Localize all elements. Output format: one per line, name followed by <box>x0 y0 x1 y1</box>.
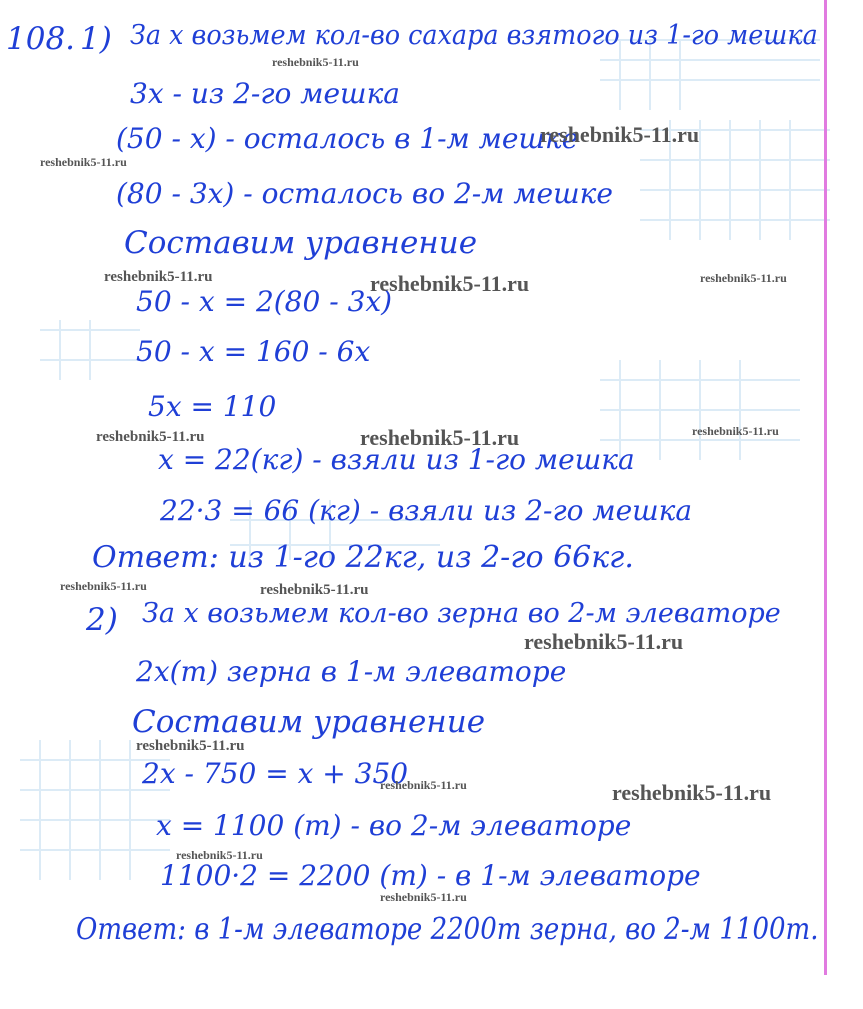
part2-answer: Ответ: в 1-м элеваторе 2200т зерна, во 2-м 1100т. <box>76 912 819 947</box>
part1-line-1: За x возьмем кол-во сахара взятого из 1-го мешка <box>130 20 818 51</box>
watermark: reshebnik5-11.ru <box>272 55 359 69</box>
part1-line-8: 5x = 110 <box>148 390 277 423</box>
watermark: reshebnik5-11.ru <box>360 425 520 450</box>
part2-line-1: За x возьмем кол-во зерна во 2-м элеваторе <box>142 598 781 629</box>
part1-line-2: 3x - из 2-го мешка <box>130 77 400 110</box>
part2-line-2: 2x(т) зерна в 1-м элеваторе <box>136 655 567 688</box>
part2-line-4: 2x - 750 = x + 350 <box>142 757 409 790</box>
problem-number: 108. <box>6 21 76 57</box>
part1-line-5: Составим уравнение <box>124 225 478 261</box>
watermark: reshebnik5-11.ru <box>692 424 779 438</box>
watermark: reshebnik5-11.ru <box>700 271 787 285</box>
part1-answer: Ответ: из 1-го 22кг, из 2-го 66кг. <box>92 540 634 575</box>
part1-line-3: (50 - x) - осталось в 1-м мешке <box>116 122 579 155</box>
page-margin-line <box>824 0 827 975</box>
part2-line-3: Составим уравнение <box>132 704 486 740</box>
watermark: reshebnik5-11.ru <box>136 738 245 754</box>
watermark: reshebnik5-11.ru <box>380 778 467 792</box>
watermark: reshebnik5-11.ru <box>370 271 530 296</box>
part1-line-7: 50 - x = 160 - 6x <box>136 335 371 368</box>
part1-label: 1) <box>80 21 112 57</box>
part1-line-6: 50 - x = 2(80 - 3x) <box>136 285 393 318</box>
watermark: reshebnik5-11.ru <box>612 780 772 805</box>
part1-line-4: (80 - 3x) - осталось во 2-м мешке <box>116 177 613 210</box>
part2-label: 2) <box>86 602 118 638</box>
part1-line-10: 22·3 = 66 (кг) - взяли из 2-го мешка <box>160 494 693 527</box>
watermark: reshebnik5-11.ru <box>104 269 213 285</box>
watermark: reshebnik5-11.ru <box>524 629 684 654</box>
part1-line-9: x = 22(кг) - взяли из 1-го мешка <box>158 443 635 476</box>
watermark: reshebnik5-11.ru <box>96 429 205 445</box>
watermark: reshebnik5-11.ru <box>380 890 467 904</box>
watermark: reshebnik5-11.ru <box>260 582 369 598</box>
watermark: reshebnik5-11.ru <box>176 848 263 862</box>
watermark: reshebnik5-11.ru <box>540 122 700 147</box>
watermark: reshebnik5-11.ru <box>40 155 127 169</box>
part2-line-6: 1100·2 = 2200 (т) - в 1-м элеваторе <box>160 859 701 892</box>
part2-line-5: x = 1100 (т) - во 2-м элеваторе <box>156 809 632 842</box>
watermark: reshebnik5-11.ru <box>60 579 147 593</box>
